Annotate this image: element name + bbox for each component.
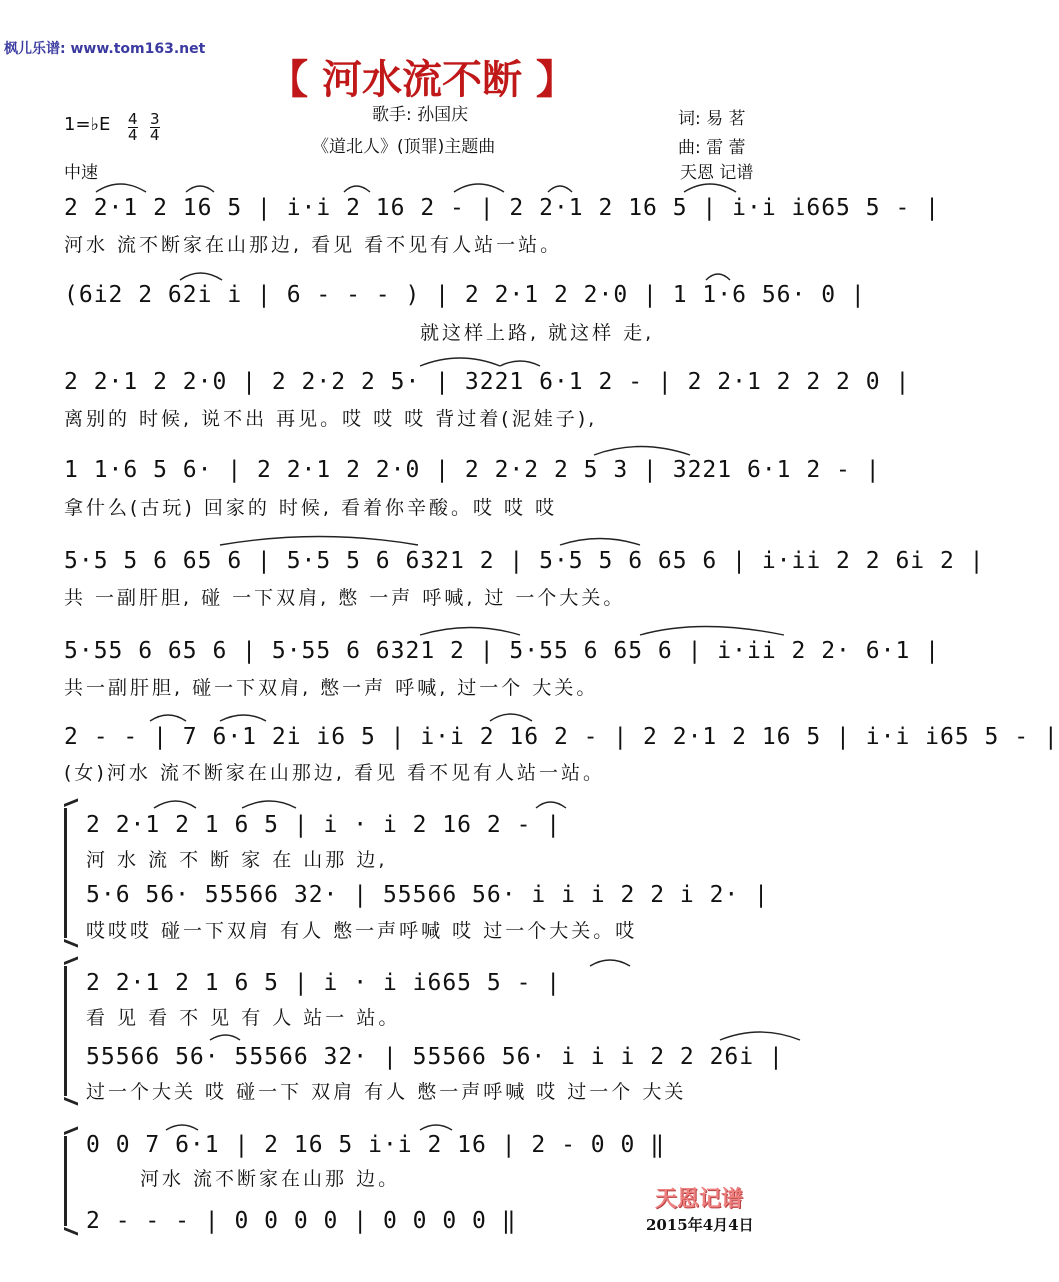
lyrics-row-6: 共一副肝胆, 碰一下双肩, 憋一声 呼喊, 过一个 大关。 <box>64 677 599 699</box>
lyrics-row-12: 河水 流不断家在山那 边。 <box>140 1168 401 1190</box>
lyrics-row-2: 就这样上路, 就这样 走, <box>420 322 655 344</box>
time2-denominator: 4 <box>150 126 160 144</box>
tempo-marking: 中速 <box>64 163 98 183</box>
time2-numerator: 3 <box>150 110 160 128</box>
notation-row-9: 5·6 56· 55566 32· | 55566 56· i i i 2 2 i 2· | <box>86 882 769 908</box>
notator-seal: 天恩记谱 <box>655 1186 744 1212</box>
lyrics-row-4: 拿什么(古玩) 回家的 时候, 看着你辛酸。哎 哎 哎 <box>64 497 558 519</box>
lyrics-row-10: 看 见 看 不 见 有 人 站一 站。 <box>86 1007 401 1029</box>
notator-credit: 天恩 记谱 <box>680 163 754 183</box>
notation-row-13: 2 - - - | 0 0 0 0 | 0 0 0 0 ‖ <box>86 1208 517 1234</box>
notation-date: 2015年4月4日 <box>646 1216 754 1234</box>
notation-row-10: 2 2·1 2 1 6 5 | i · i i665 5 - | <box>86 970 562 996</box>
time1-numerator: 4 <box>128 110 138 128</box>
lyrics-row-1: 河水 流不断家在山那边, 看见 看不见有人站一站。 <box>64 234 563 256</box>
site-watermark: 枫儿乐谱: www.tom163.net <box>4 41 206 57</box>
notation-row-11: 55566 56· 55566 32· | 55566 56· i i i 2 2 26i | <box>86 1044 784 1070</box>
lyricist-credit: 词: 易 茗 <box>678 109 746 129</box>
notation-row-2: (6i2 2 62i i | 6 - - - ) | 2 2·1 2 2·0 | 1 1·6 56· 0 | <box>64 282 866 308</box>
singer-credit: 歌手: 孙国庆 <box>372 105 469 125</box>
lyrics-row-11: 过一个大关 哎 碰一下 双肩 有人 憋一声呼喊 哎 过一个 大关 <box>86 1081 687 1103</box>
lyrics-row-7: (女)河水 流不断家在山那边, 看见 看不见有人站一站。 <box>64 762 605 784</box>
subtitle-credit: 《道北人》(顶罪)主题曲 <box>312 137 496 157</box>
lyrics-row-5: 共 一副肝胆, 碰 一下双肩, 憋 一声 呼喊, 过 一个大关。 <box>64 587 626 609</box>
notation-row-1: 2 2·1 2 16 5 | i·i 2 16 2 - | 2 2·1 2 16 5 | i·i i665 5 - | <box>64 195 940 221</box>
lyrics-row-3: 离别的 时候, 说不出 再见。哎 哎 哎 背过着(泥娃子), <box>64 408 598 430</box>
lyrics-row-9: 哎哎哎 碰一下双肩 有人 憋一声呼喊 哎 过一个大关。哎 <box>86 920 638 942</box>
key-signature: 1=♭E <box>64 114 111 135</box>
notation-row-12: 0 0 7 6·1 | 2 16 5 i·i 2 16 | 2 - 0 0 ‖ <box>86 1132 666 1158</box>
composer-credit: 曲: 雷 蕾 <box>678 138 746 158</box>
lyrics-row-8: 河 水 流 不 断 家 在 山那 边, <box>86 849 388 871</box>
notation-row-7: 2 - - | 7 6·1 2i i6 5 | i·i 2 16 2 - | 2 2·1 2 16 5 | i·i i65 5 - | <box>64 724 1059 750</box>
notation-row-5: 5·5 5 6 65 6 | 5·5 5 6 6321 2 | 5·5 5 6 65 6 | i·ii 2 2 6i 2 | <box>64 548 985 574</box>
notation-row-8: 2 2·1 2 1 6 5 | i · i 2 16 2 - | <box>86 812 562 838</box>
notation-row-6: 5·55 6 65 6 | 5·55 6 6321 2 | 5·55 6 65 6 | i·ii 2 2· 6·1 | <box>64 638 940 664</box>
song-title: 【 河水流不断 】 <box>268 57 576 103</box>
notation-row-3: 2 2·1 2 2·0 | 2 2·2 2 5· | 3221 6·1 2 - | 2 2·1 2 2 2 0 | <box>64 369 911 395</box>
notation-row-4: 1 1·6 5 6· | 2 2·1 2 2·0 | 2 2·2 2 5 3 | 3221 6·1 2 - | <box>64 457 881 483</box>
time1-denominator: 4 <box>128 126 138 144</box>
